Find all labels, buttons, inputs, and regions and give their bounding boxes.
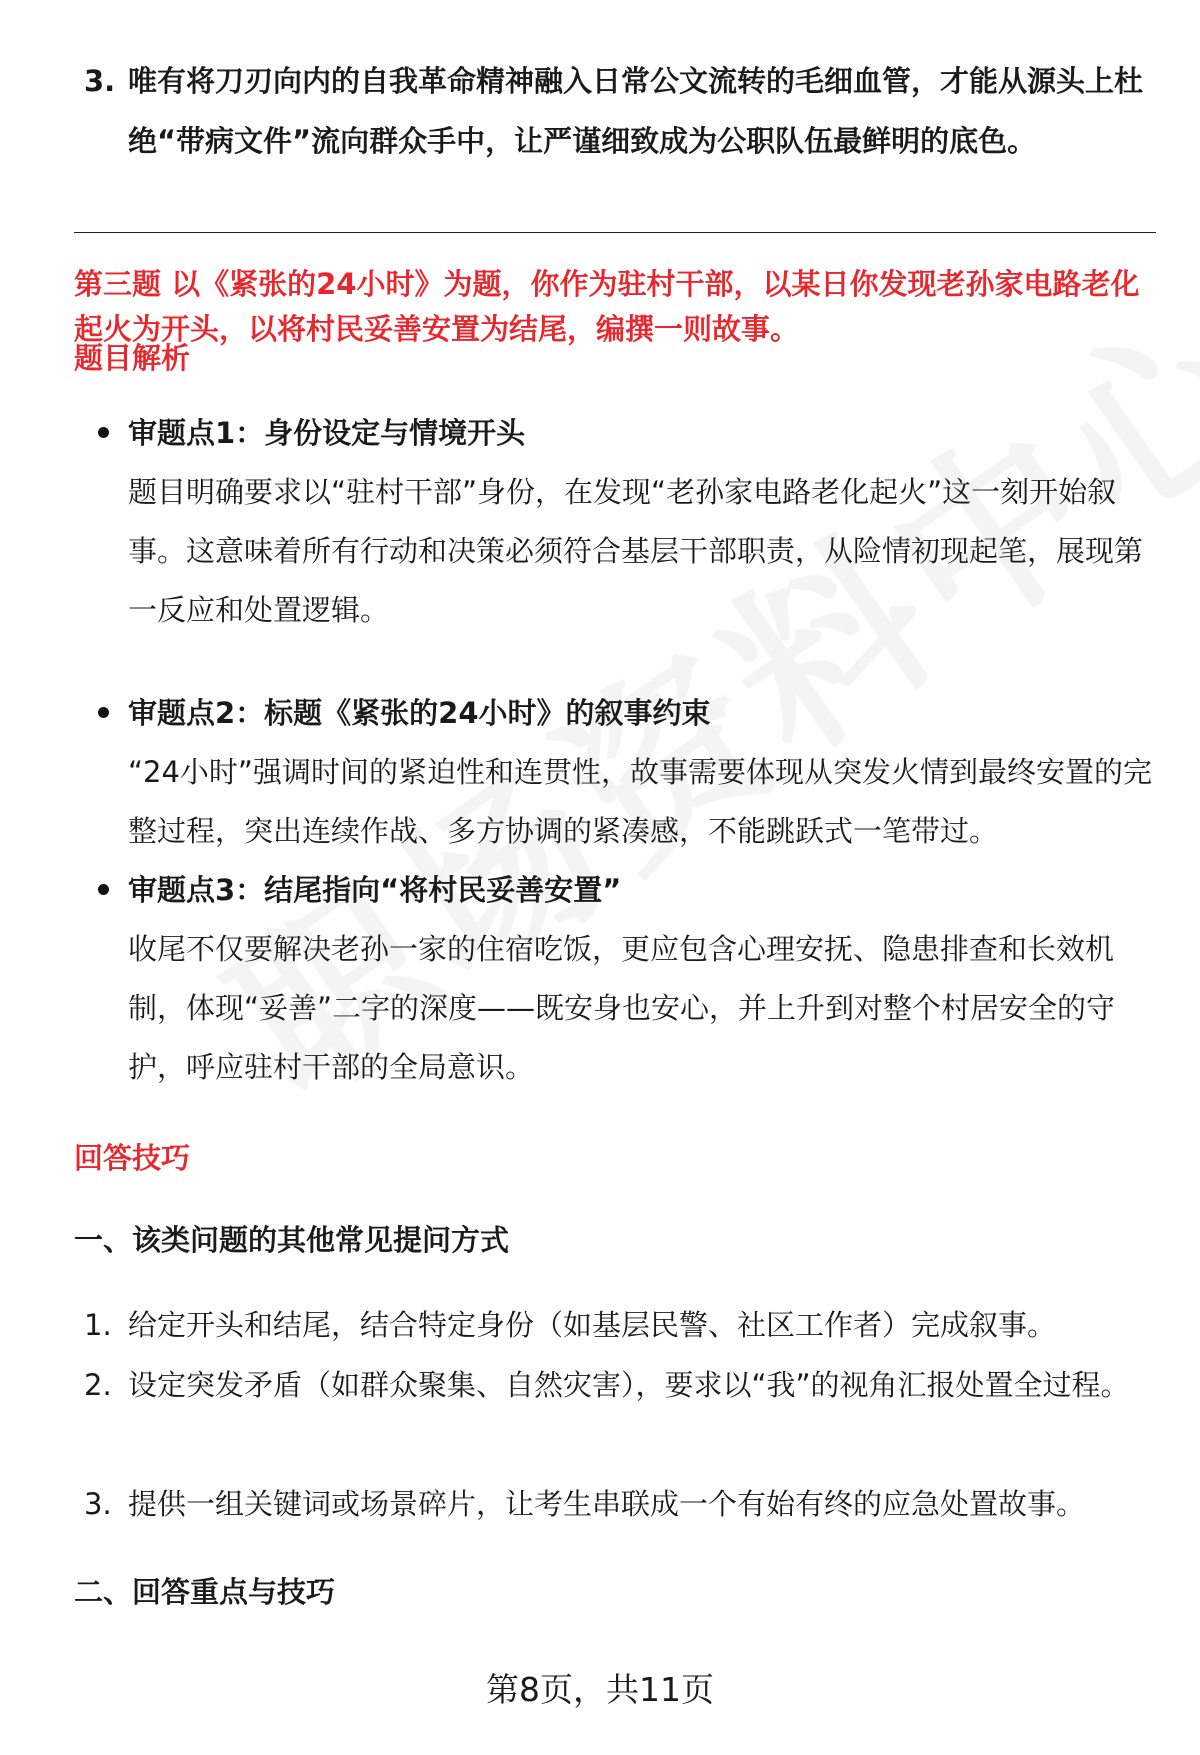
- divider: [74, 232, 1156, 233]
- list-text: 给定开头和结尾，结合特定身份（如基层民警、社区工作者）完成叙事。: [128, 1308, 1057, 1342]
- list-number: 3.: [84, 64, 116, 98]
- analysis-point-head: 审题点2：标题《紧张的24小时》的叙事约束: [128, 696, 711, 730]
- bullet-icon: [98, 884, 109, 895]
- list-text: 唯有将刀刃向内的自我革命精神融入日常公文流转的毛细血管，才能从源头上杜绝“带病文件”流向群众手中，让严谨细致成为公职队伍最鲜明的底色。: [128, 64, 1144, 158]
- analysis-point-body: 收尾不仅要解决老孙一家的住宿吃饭，更应包含心理安抚、隐患排查和长效机制，体现“妥善”二字的深度——既安身也安心，并上升到对整个村居安全的守护，呼应驻村干部的全局意识。: [128, 932, 1116, 1084]
- analysis-point: [98, 683, 1158, 861]
- list-item: [84, 51, 1144, 171]
- tips-heading: 回答技巧: [74, 1141, 191, 1175]
- analysis-point: [98, 403, 1158, 640]
- analysis-point-body: “24小时”强调时间的紧迫性和连贯性，故事需要体现从突发火情到最终安置的完整过程，突出连续作战、多方协调的紧凑感，不能跳跃式一笔带过。: [128, 755, 1152, 848]
- analysis-heading: 题目解析: [74, 341, 191, 375]
- analysis-point-head: 审题点3：结尾指向“将村民妥善安置”: [128, 873, 622, 907]
- list-item: [84, 1295, 1144, 1355]
- analysis-point-head: 审题点1：身份设定与情境开头: [128, 416, 526, 450]
- analysis-point: [98, 860, 1158, 1097]
- page-footer: 第8页，共11页: [486, 1670, 714, 1709]
- list-number: 2.: [84, 1368, 112, 1402]
- section-heading: 一、该类问题的其他常见提问方式: [74, 1223, 510, 1257]
- bullet-icon: [98, 427, 109, 438]
- list-text: 提供一组关键词或场景碎片，让考生串联成一个有始有终的应急处置故事。: [128, 1487, 1086, 1521]
- list-item: [84, 1474, 1144, 1534]
- bullet-icon: [98, 707, 109, 718]
- list-number: 3.: [84, 1487, 112, 1521]
- list-text: 设定突发矛盾（如群众聚集、自然灾害），要求以“我”的视角汇报处置全过程。: [128, 1368, 1130, 1402]
- list-item: [84, 1355, 1144, 1415]
- analysis-point-body: 题目明确要求以“驻村干部”身份，在发现“老孙家电路老化起火”这一刻开始叙事。这意味着所有行动和决策必须符合基层干部职责，从险情初现起笔，展现第一反应和处置逻辑。: [128, 475, 1144, 627]
- list-number: 1.: [84, 1308, 112, 1342]
- section-heading: 二、回答重点与技巧: [74, 1575, 336, 1609]
- question-title: 第三题 以《紧张的24小时》为题，你作为驻村干部，以某日你发现老孙家电路老化起火为开头，以将村民妥善安置为结尾，编撰一则故事。: [74, 267, 1140, 346]
